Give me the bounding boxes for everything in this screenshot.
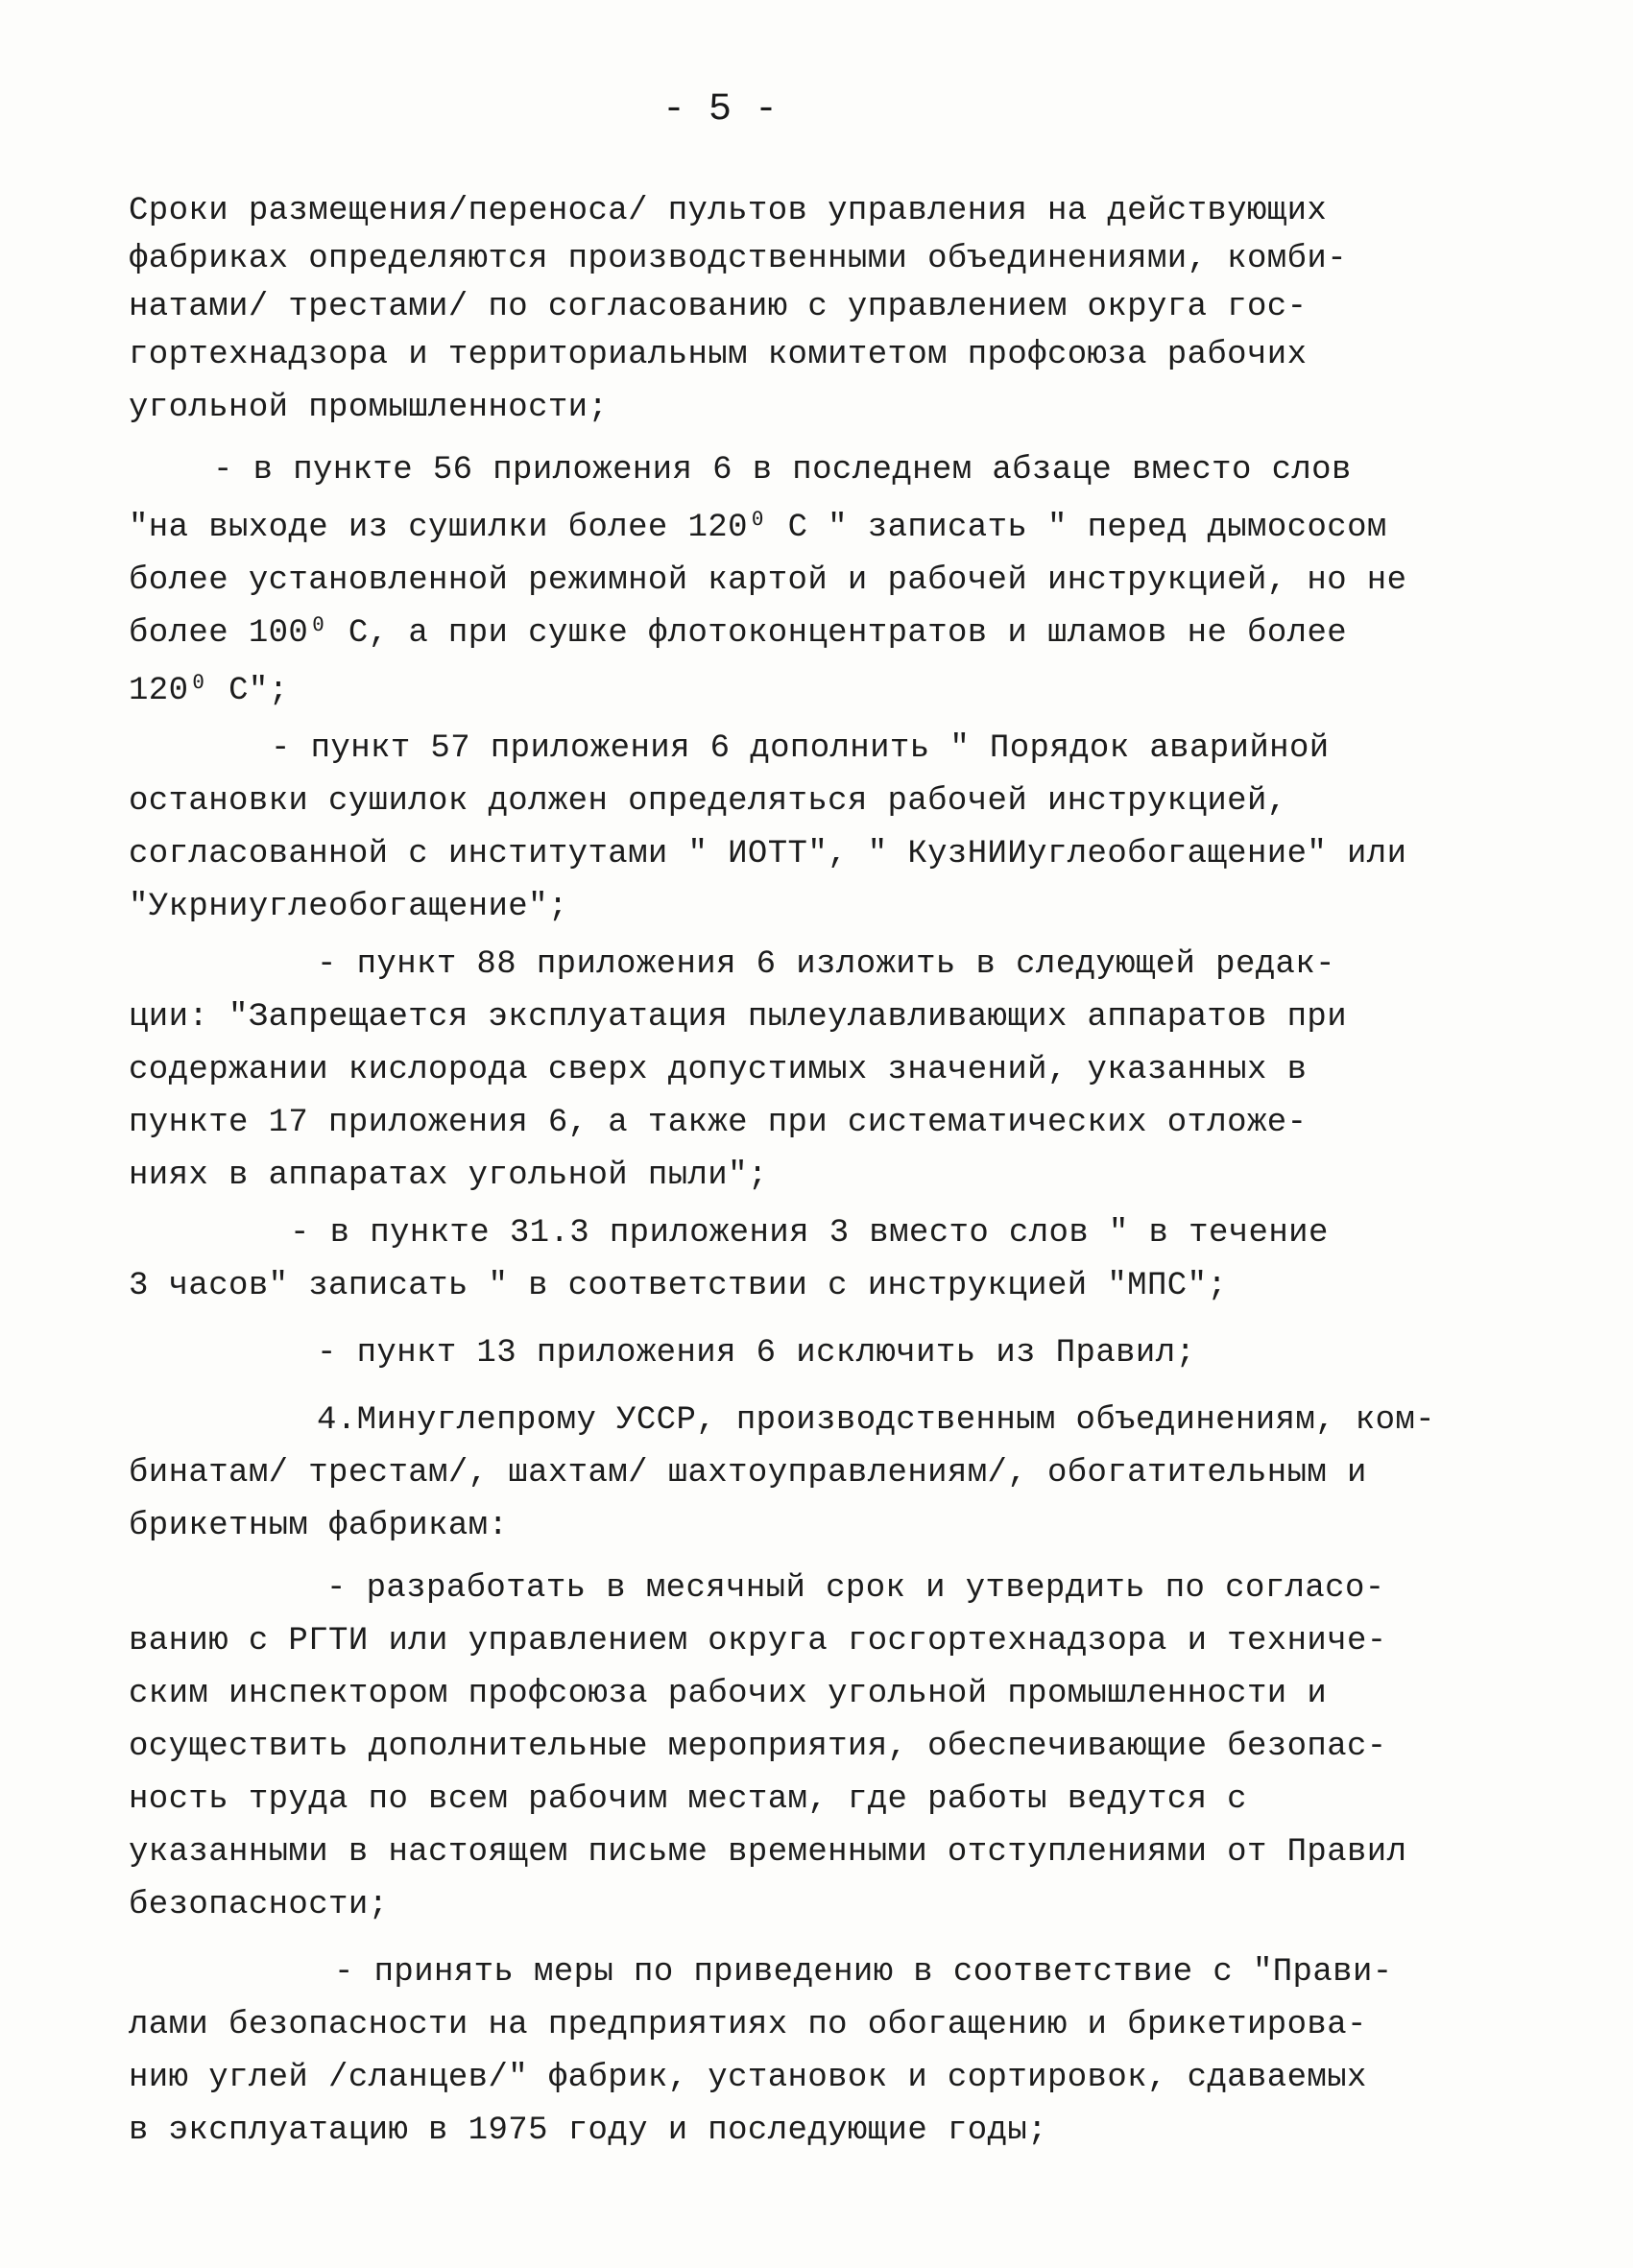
- text-line: согласованной с институтами " ИОТТ", " КузНИИуглеобогащение" или: [129, 836, 1407, 872]
- text-line: - пункт 13 приложения 6 исключить из Правил;: [317, 1335, 1196, 1372]
- text-line: ванию с РГТИ или управлением округа госгортехнадзора и техниче-: [129, 1623, 1387, 1659]
- text-line: угольной промышленности;: [129, 390, 609, 426]
- text-line: 120⁰ С";: [129, 673, 289, 709]
- text-line: пункте 17 приложения 6, а также при систематических отложе-: [129, 1105, 1308, 1141]
- text-line: остановки сушилок должен определяться рабочей инструкцией,: [129, 783, 1287, 820]
- text-line: - принять меры по приведению в соответствие с "Прави-: [334, 1954, 1393, 1991]
- text-line: - пункт 57 приложения 6 дополнить " Порядок аварийной: [271, 730, 1330, 767]
- text-line: гортехнадзора и территориальным комитетом профсоюза рабочих: [129, 337, 1308, 373]
- text-line: бинатам/ трестам/, шахтам/ шахтоуправлениям/, обогатительным и: [129, 1455, 1367, 1492]
- text-line: осуществить дополнительные мероприятия, обеспечивающие безопас-: [129, 1729, 1387, 1765]
- text-line: нию углей /сланцев/" фабрик, установок и сортировок, сдаваемых: [129, 2060, 1367, 2096]
- text-line: - в пункте 56 приложения 6 в последнем абзаце вместо слов: [213, 452, 1352, 489]
- text-line: Сроки размещения/переноса/ пультов управления на действующих: [129, 193, 1328, 229]
- text-line: натами/ трестами/ по согласованию с управлением округа гос-: [129, 289, 1308, 325]
- text-line: брикетным фабрикам:: [129, 1508, 509, 1544]
- text-line: в эксплуатацию в 1975 году и последующие годы;: [129, 2113, 1047, 2149]
- text-line: ции: "Запрещается эксплуатация пылеулавливающих аппаратов при: [129, 999, 1348, 1036]
- text-line: 3 часов" записать " в соответствии с инструкцией "МПС";: [129, 1268, 1228, 1304]
- text-line: - разработать в месячный срок и утвердить по согласо-: [326, 1570, 1385, 1607]
- text-line: ским инспектором профсоюза рабочих угольной промышленности и: [129, 1676, 1328, 1712]
- text-line: безопасности;: [129, 1887, 389, 1923]
- text-line: - в пункте 31.3 приложения 3 вместо слов " в течение: [290, 1215, 1329, 1252]
- text-line: лами безопасности на предприятиях по обогащению и брикетирова-: [129, 2007, 1367, 2043]
- text-line: "на выходе из сушилки более 120⁰ С " записать " перед дымососом: [129, 510, 1387, 546]
- page-number: - 5 -: [661, 88, 779, 131]
- text-line: более установленной режимной картой и рабочей инструкцией, но не: [129, 562, 1407, 599]
- text-line: ность труда по всем рабочим местам, где работы ведутся с: [129, 1781, 1247, 1818]
- text-line: содержании кислорода сверх допустимых значений, указанных в: [129, 1052, 1308, 1088]
- text-line: указанными в настоящем письме временными отступлениями от Правил: [129, 1834, 1407, 1871]
- text-line: 4.Минуглепрому УССР, производственным объединениям, ком-: [317, 1402, 1435, 1439]
- text-line: фабриках определяются производственными объединениями, комби-: [129, 241, 1348, 277]
- text-line: - пункт 88 приложения 6 изложить в следующей редак-: [317, 946, 1335, 983]
- text-line: ниях в аппаратах угольной пыли";: [129, 1158, 768, 1194]
- text-line: более 100⁰ С, а при сушке флотоконцентратов и шламов не более: [129, 615, 1348, 652]
- text-line: "Укрниуглеобогащение";: [129, 889, 568, 925]
